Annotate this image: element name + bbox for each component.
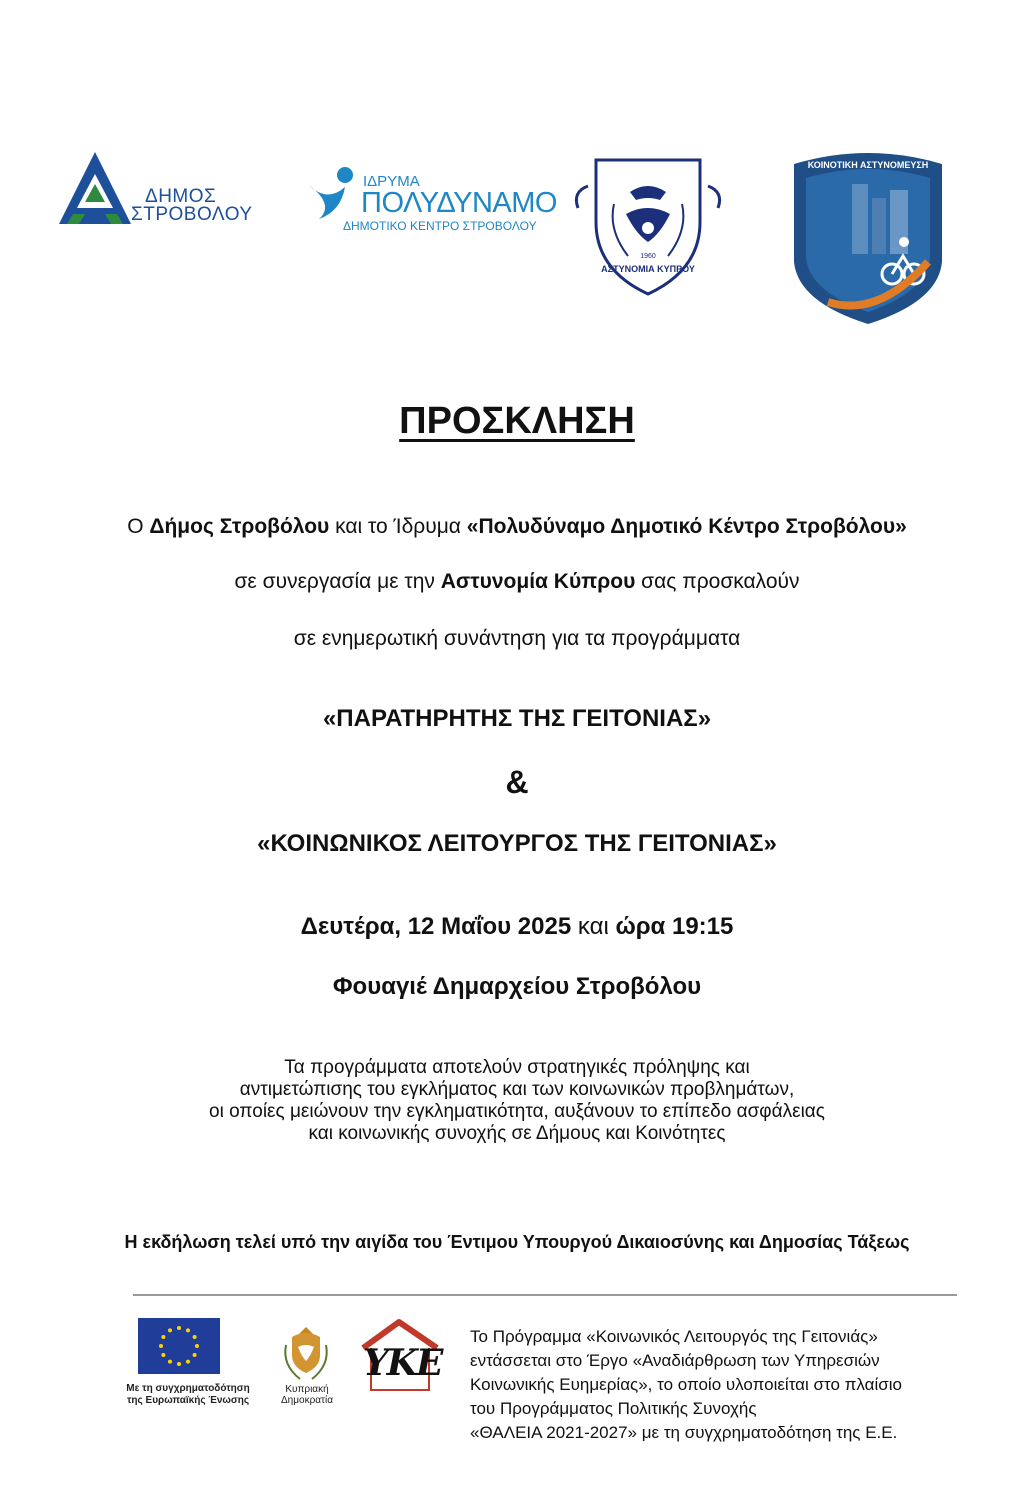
description-line: Τα προγράμματα αποτελούν στρατηγικές πρόληψης και bbox=[284, 1057, 750, 1078]
event-date: Δευτέρα, 12 Μαΐου 2025 bbox=[300, 913, 572, 940]
polydynamo-name-2: ΠΟΛΥΔΥΝΑΜΟ bbox=[361, 187, 557, 219]
strovolos-name-1: ΔΗΜΟΣ bbox=[145, 186, 217, 207]
footer-divider bbox=[133, 1294, 957, 1296]
cyprus-emblem bbox=[276, 1325, 336, 1381]
funding-line: Κοινωνικής Ευημερίας», το οποίο υλοποιείται στο πλαίσιο bbox=[470, 1375, 902, 1394]
program-title-1: «ΠΑΡΑΤΗΡΗΤΗΣ ΤΗΣ ΓΕΙΤΟΝΙΑΣ» bbox=[322, 705, 712, 732]
intro-line-1-part-a: Ο bbox=[127, 515, 150, 538]
intro-line-2-part-c: σας προσκαλούν bbox=[635, 570, 800, 593]
eu-flag-icon bbox=[138, 1318, 220, 1374]
intro-line-2-part-a: σε συνεργασία με την bbox=[234, 570, 441, 593]
description bbox=[0, 1057, 1034, 1145]
page-title: ΠΡΟΣΚΛΗΣΗ bbox=[399, 400, 635, 442]
description-line: αντιμετώπισης του εγκλήματος και των κοινωνικών προβλημάτων, bbox=[239, 1079, 795, 1100]
strovolos-name-2: ΣΤΡΟΒΟΛΟΥ bbox=[131, 204, 253, 225]
event-date-connector: και bbox=[571, 913, 616, 940]
intro-line-1 bbox=[0, 515, 1034, 539]
intro-line-2 bbox=[0, 570, 1034, 594]
event-venue: Φουαγιέ Δημαρχείου Στροβόλου bbox=[332, 973, 702, 1000]
event-date-time bbox=[0, 913, 1034, 941]
logo-community-police bbox=[788, 142, 948, 327]
polydynamo-name-3: ΔΗΜΟΤΙΚΟ ΚΕΝΤΡΟ ΣΤΡΟΒΟΛΟΥ bbox=[343, 219, 537, 233]
community-police-top-text: ΚΟΙΝΟΤΙΚΗ ΑΣΤΥΝΟΜΕΥΣΗ bbox=[807, 160, 929, 170]
funding-line: «ΘΑΛΕΙΑ 2021-2027» με τη συγχρηματοδότηση της Ε.Ε. bbox=[470, 1423, 898, 1442]
aegis-note: Η εκδήλωση τελεί υπό την αιγίδα του Έντιμου Υπουργού Δικαιοσύνης και Δημοσίας Τάξεως bbox=[124, 1232, 910, 1252]
yke-logo bbox=[357, 1318, 442, 1398]
intro-line-1-foundation: «Πολυδύναμο Δημοτικό Κέντρο Στροβόλου» bbox=[466, 515, 907, 538]
funding-line: Το Πρόγραμμα «Κοινωνικός Λειτουργός της Γειτονιάς» bbox=[470, 1327, 878, 1346]
eu-caption-line-2: της Ευρωπαϊκής Ένωσης bbox=[126, 1395, 250, 1406]
polydynamo-figure-icon bbox=[305, 165, 365, 225]
description-line: και κοινωνικής συνοχής σε Δήμους και Κοινότητες bbox=[308, 1123, 726, 1144]
logo-polydynamo bbox=[305, 165, 557, 235]
police-arc-text: ΑΣΤΥΝΟΜΙΑ ΚΥΠΡΟΥ bbox=[601, 264, 695, 274]
police-year: 1960 bbox=[640, 253, 656, 260]
logo-cyprus-police bbox=[568, 152, 728, 300]
description-line: οι οποίες μειώνουν την εγκληματικότητα, αυξάνουν το επίπεδο ασφάλειας bbox=[209, 1101, 825, 1122]
eu-caption-line-1: Με τη συγχρηματοδότηση bbox=[126, 1383, 250, 1394]
yke-text: ΥΚΕ bbox=[363, 1342, 442, 1384]
funding-line: του Προγράμματος Πολιτικής Συνοχής bbox=[470, 1399, 757, 1418]
polydynamo-name-1: ΙΔΡΥΜΑ bbox=[363, 173, 420, 190]
intro-line-1-municipality: Δήμος Στροβόλου bbox=[149, 515, 330, 538]
event-time: ώρα 19:15 bbox=[615, 913, 734, 940]
eu-flag bbox=[138, 1318, 220, 1374]
intro-line-1-part-c: και το Ίδρυμα bbox=[329, 515, 467, 538]
funding-line: εντάσσεται στο Έργο «Αναδιάρθρωση των Υπηρεσιών bbox=[470, 1351, 880, 1370]
logo-strovolos bbox=[55, 148, 270, 228]
eu-caption bbox=[108, 1383, 268, 1407]
police-crest-icon bbox=[568, 152, 728, 300]
funding-statement bbox=[470, 1325, 990, 1445]
cyprus-caption: Κυπριακή Δημοκρατία bbox=[281, 1384, 333, 1406]
intro-line-3: σε ενημερωτική συνάντηση για τα προγράμματα bbox=[293, 627, 741, 650]
intro-line-2-police: Αστυνομία Κύπρου bbox=[440, 570, 636, 593]
ampersand: & bbox=[505, 764, 529, 800]
cyprus-emblem-icon bbox=[276, 1325, 336, 1381]
program-title-2: «ΚΟΙΝΩΝΙΚΟΣ ΛΕΙΤΟΥΡΓΟΣ ΤΗΣ ΓΕΙΤΟΝΙΑΣ» bbox=[257, 830, 777, 857]
